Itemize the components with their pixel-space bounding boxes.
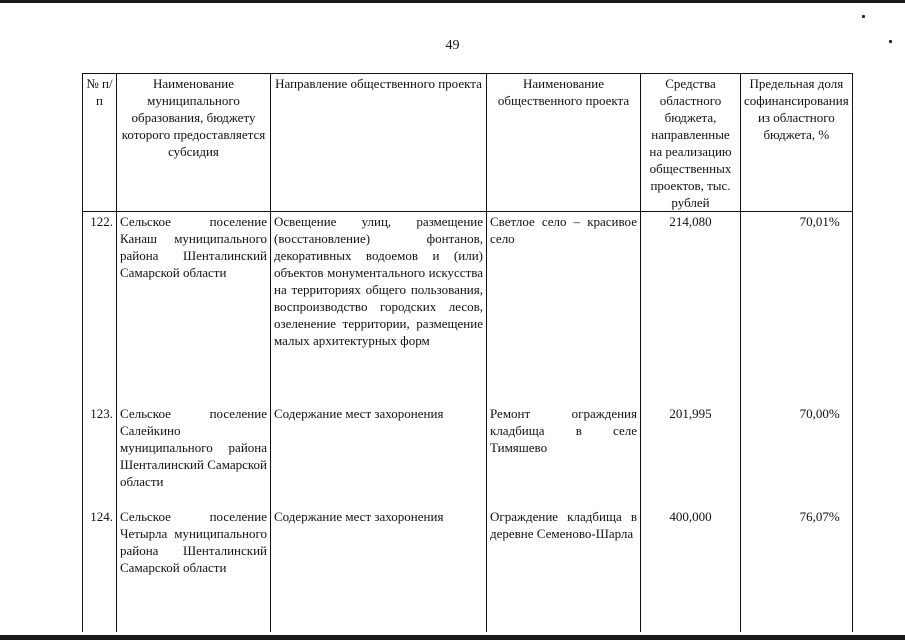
row-share: 70,00% xyxy=(741,404,853,507)
page-number: 49 xyxy=(445,38,460,53)
table-row xyxy=(83,507,853,632)
row-project: Ремонт ограждения кладбища в селе Тимяшево xyxy=(487,404,641,507)
row-municipality: Сельское поселение Четырла муниципального района Шенталинский Самарской области xyxy=(117,507,271,632)
row-direction: Освещение улиц, размещение (восстановление) фонтанов, декоративных водоемов и (или) объектов монументального искусства на территориях общего пользования, воспроизводство городских лесов, озеленение территории, размещение малых архитектурных форм xyxy=(271,212,487,404)
row-share: 76,07% xyxy=(741,507,853,632)
row-municipality: Сельское поселение Салейкино муниципального района Шенталинский Самарской области xyxy=(117,404,271,507)
header-project: Наименование общественного проекта xyxy=(487,74,641,212)
row-project: Ограждение кладбища в деревне Семеново-Шарла xyxy=(487,507,641,632)
row-number: 123. xyxy=(83,404,117,507)
row-direction: Содержание мест захоронения xyxy=(271,404,487,507)
row-number: 124. xyxy=(83,507,117,632)
header-number: № п/п xyxy=(83,74,117,212)
table-row xyxy=(83,404,853,507)
header-share: Предельная доля софинансирования из областного бюджета, % xyxy=(741,74,853,212)
top-scan-border xyxy=(0,0,905,3)
row-funds: 400,000 xyxy=(641,507,741,632)
row-funds: 214,080 xyxy=(641,212,741,404)
row-share: 70,01% xyxy=(741,212,853,404)
row-funds: 201,995 xyxy=(641,404,741,507)
row-number: 122. xyxy=(83,212,117,404)
row-direction: Содержание мест захоронения xyxy=(271,507,487,632)
scan-speck xyxy=(862,15,865,18)
header-funds: Средства областного бюджета, направленные на реализацию общественных проектов, тыс. рублей xyxy=(641,74,741,212)
header-direction: Направление общественного проекта xyxy=(271,74,487,212)
bottom-scan-border xyxy=(0,635,905,640)
subsidy-table xyxy=(82,73,853,632)
table-row xyxy=(83,212,853,404)
row-municipality: Сельское поселение Канаш муниципального района Шенталинский Самарской области xyxy=(117,212,271,404)
header-municipality: Наименование муниципального образования, бюджету которого предоставляется субсидия xyxy=(117,74,271,212)
table-header-row xyxy=(83,74,853,212)
row-project: Светлое село – красивое село xyxy=(487,212,641,404)
